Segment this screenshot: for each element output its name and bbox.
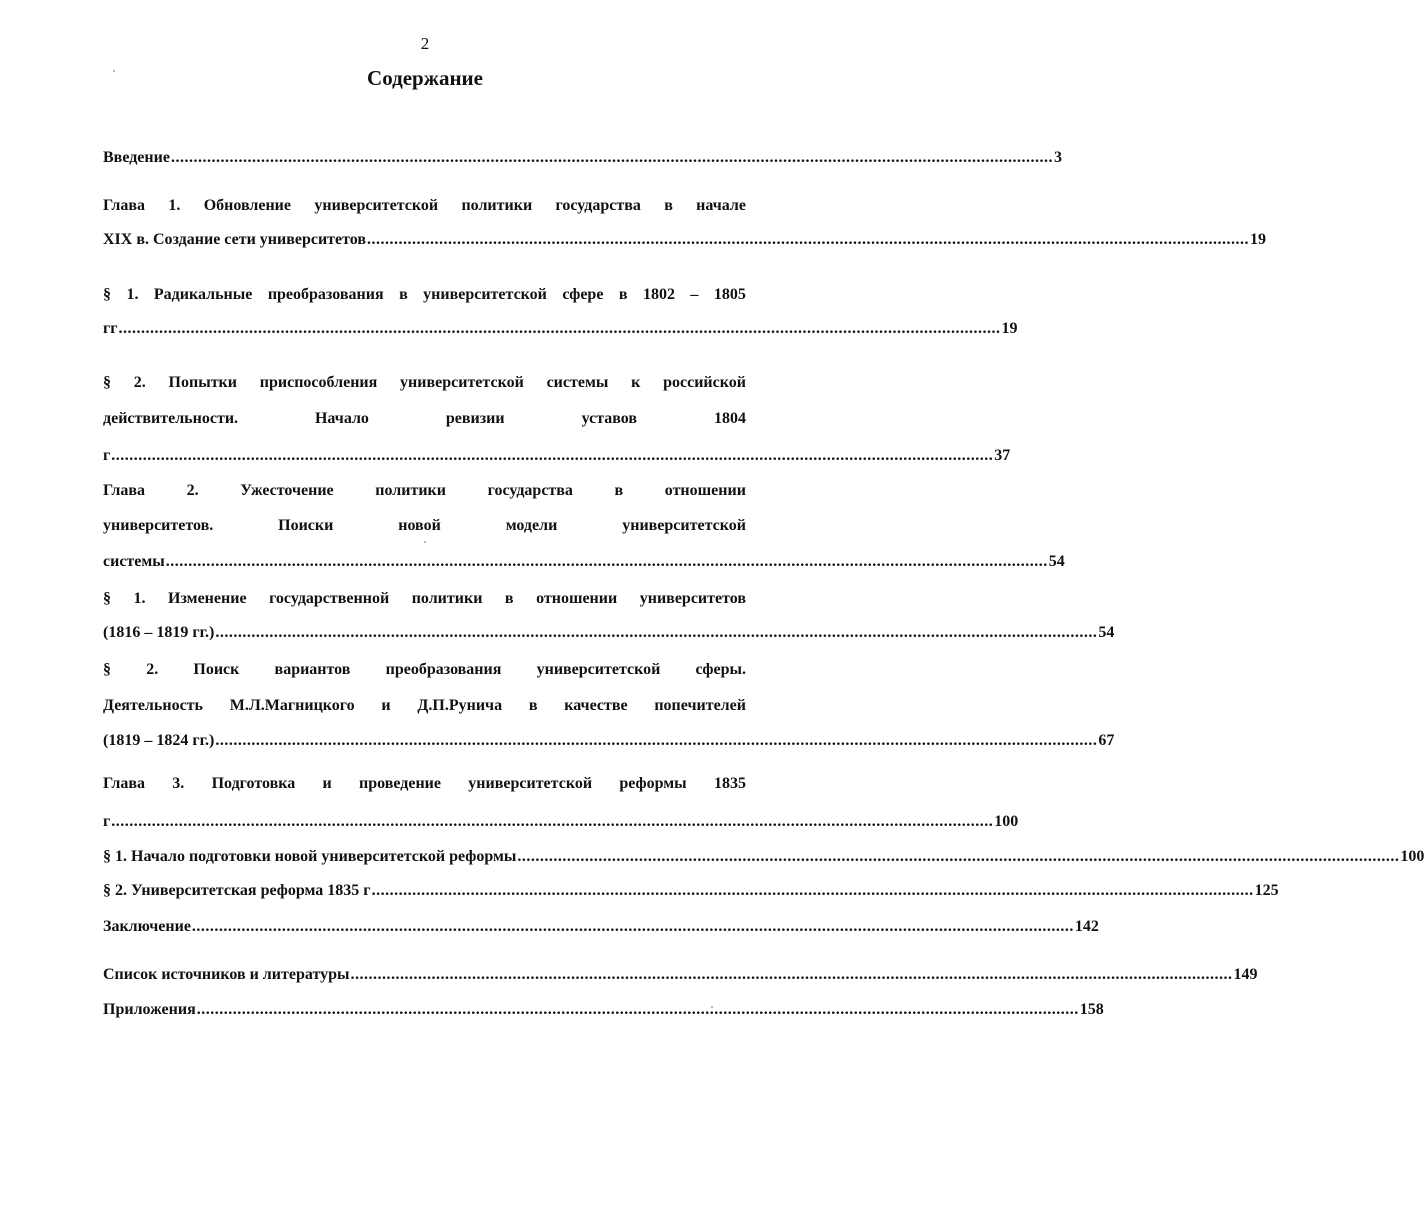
toc-word: Радикальные [153,286,253,303]
scan-speck [424,541,426,543]
toc-page-number: 125 [1254,882,1279,899]
toc-text-line [103,411,746,431]
toc-word: 1. [133,590,146,607]
toc-word: университетской [536,661,661,678]
toc-word: реформы [619,775,687,792]
toc-entry-title: г [103,447,111,464]
toc-word: 1. [126,286,139,303]
toc-entry-line[interactable] [103,813,1019,834]
toc-word: Изменение [168,590,247,607]
toc-word: политики [411,590,483,607]
toc-word: в [399,286,408,303]
toc-word: попечителей [654,697,746,714]
page-number: 2 [420,34,430,53]
toc-entry-line[interactable] [103,447,1011,468]
toc-word: § [103,590,111,607]
toc-text-line [103,198,746,218]
dot-leader: .................................................................................................................................................................................................... [196,1001,1079,1018]
toc-word: Поиски [278,517,334,534]
toc-word: § [103,661,111,678]
toc-word: в [618,286,628,303]
toc-word: 1835 [713,775,746,792]
dot-leader: .................................................................................................................................................................................................... [170,149,1053,166]
toc-word: 2. [133,374,146,391]
toc-word: действительности. [103,410,239,427]
toc-text-line [103,287,746,307]
toc-page-number: 54 [1048,553,1065,570]
toc-word: государства [555,197,641,214]
toc-word: университетской [622,517,746,534]
toc-text-line [103,375,746,395]
toc-word: ревизии [445,410,505,427]
toc-word: начале [696,197,746,214]
toc-word: сферы. [695,661,746,678]
toc-entry-title: Заключение [103,918,191,935]
toc-word: качестве [564,697,628,714]
toc-entry-title: системы [103,553,165,570]
toc-word: университетов [639,590,746,607]
toc-word: Попытки [168,374,237,391]
toc-text-line [103,518,746,538]
toc-word: 1. [168,197,181,214]
toc-word: преобразования [267,286,384,303]
toc-word: 2. [146,661,159,678]
toc-page-number: 37 [994,447,1011,464]
toc-entry-title: § 2. Университетская реформа 1835 г [103,882,371,899]
toc-page-number: 100 [1400,848,1424,865]
toc-word: университетской [423,286,547,303]
toc-word: российской [663,374,746,391]
toc-word: вариантов [274,661,351,678]
page-title: Содержание [367,66,483,90]
toc-entry-line[interactable] [103,918,1099,939]
dot-leader: .................................................................................................................................................................................................... [215,732,1098,749]
toc-word: политики [461,197,533,214]
toc-text-line [103,591,746,611]
toc-page-number: 54 [1098,624,1115,641]
toc-page-number: 67 [1098,732,1115,749]
toc-entry-title: (1816 – 1819 гг.) [103,624,215,641]
toc-entry-title: XIX в. Создание сети университетов [103,231,367,248]
toc-entry-line[interactable] [103,1001,1104,1022]
toc-entry-line[interactable] [103,624,1115,645]
toc-word: Ужесточение [240,482,334,499]
toc-entry-title: § 1. Начало подготовки новой университетской реформы [103,848,517,865]
toc-word: государства [487,482,573,499]
toc-word: – [690,286,699,303]
toc-entry-title: г [103,813,111,830]
toc-page-number: 3 [1053,149,1062,166]
toc-entry-title: Список источников и литературы [103,966,350,983]
toc-text-line [103,698,746,718]
toc-entry-title: гг [103,320,118,337]
toc-entry-line[interactable] [103,149,1062,170]
dot-leader: .................................................................................................................................................................................................... [118,320,1001,337]
toc-word: 3. [172,775,185,792]
toc-word: 2. [186,482,199,499]
toc-word: Подготовка [211,775,296,792]
toc-word: и [322,775,332,792]
toc-entry-line[interactable] [103,231,1267,252]
dot-leader: .................................................................................................................................................................................................... [165,553,1048,570]
toc-word: в [504,590,514,607]
dot-leader: .................................................................................................................................................................................................... [350,966,1233,983]
toc-page-number: 158 [1079,1001,1104,1018]
toc-word: Глава [103,482,145,499]
toc-word: Глава [103,197,145,214]
toc-word: государственной [269,590,390,607]
toc-word: Поиск [193,661,240,678]
toc-text-line [103,662,746,682]
toc-word: 1805 [713,286,746,303]
toc-word: университетской [400,374,524,391]
toc-page-number: 19 [1001,320,1018,337]
toc-entry-title: Введение [103,149,170,166]
toc-word: уставов [581,410,638,427]
toc-entry-title: Приложения [103,1001,196,1018]
dot-leader: .................................................................................................................................................................................................... [215,624,1098,641]
toc-word: приспособления [259,374,378,391]
toc-page-number: 149 [1233,966,1258,983]
toc-word: Деятельность [103,697,203,714]
toc-word: Д.П.Рунича [417,697,503,714]
toc-word: проведение [359,775,441,792]
toc-word: университетской [314,197,439,214]
dot-leader: .................................................................................................................................................................................................... [371,882,1254,899]
toc-word: сфере [562,286,604,303]
toc-entry-line[interactable] [103,966,1258,987]
toc-word: 1804 [713,410,746,427]
toc-entry-line[interactable] [103,320,1018,341]
toc-entry-line[interactable] [103,553,1065,574]
toc-entry-title: (1819 – 1824 гг.) [103,732,215,749]
dot-leader: .................................................................................................................................................................................................... [111,447,994,464]
dot-leader: .................................................................................................................................................................................................... [517,848,1400,865]
toc-word: § [103,374,111,391]
dot-leader: .................................................................................................................................................................................................... [191,918,1074,935]
toc-word: Начало [314,410,369,427]
toc-word: Обновление [203,197,291,214]
toc-word: М.Л.Магницкого [229,697,355,714]
toc-entry-line[interactable] [103,882,1279,903]
toc-word: Глава [103,775,145,792]
toc-word: преобразования [385,661,502,678]
toc-text-line [103,483,746,503]
toc-word: отношении [664,482,746,499]
toc-word: университетов. [103,517,214,534]
toc-word: в [614,482,624,499]
toc-word: в [664,197,673,214]
toc-word: к [631,374,641,391]
toc-word: новой [398,517,441,534]
toc-entry-line[interactable] [103,732,1115,753]
toc-page-number: 19 [1250,231,1267,248]
toc-word: в [528,697,538,714]
toc-word: и [381,697,391,714]
toc-word: 1802 [642,286,675,303]
toc-word: § [103,286,111,303]
dot-leader: .................................................................................................................................................................................................... [367,231,1250,248]
toc-word: модели [505,517,558,534]
toc-word: политики [375,482,446,499]
toc-text-line [103,776,746,796]
toc-word: университетской [468,775,593,792]
dot-leader: .................................................................................................................................................................................................... [111,813,994,830]
toc-page-number: 100 [994,813,1019,830]
toc-page-number: 142 [1074,918,1099,935]
toc-entry-line[interactable] [103,848,1424,869]
toc-word: системы [546,374,609,391]
toc-word: отношении [536,590,618,607]
